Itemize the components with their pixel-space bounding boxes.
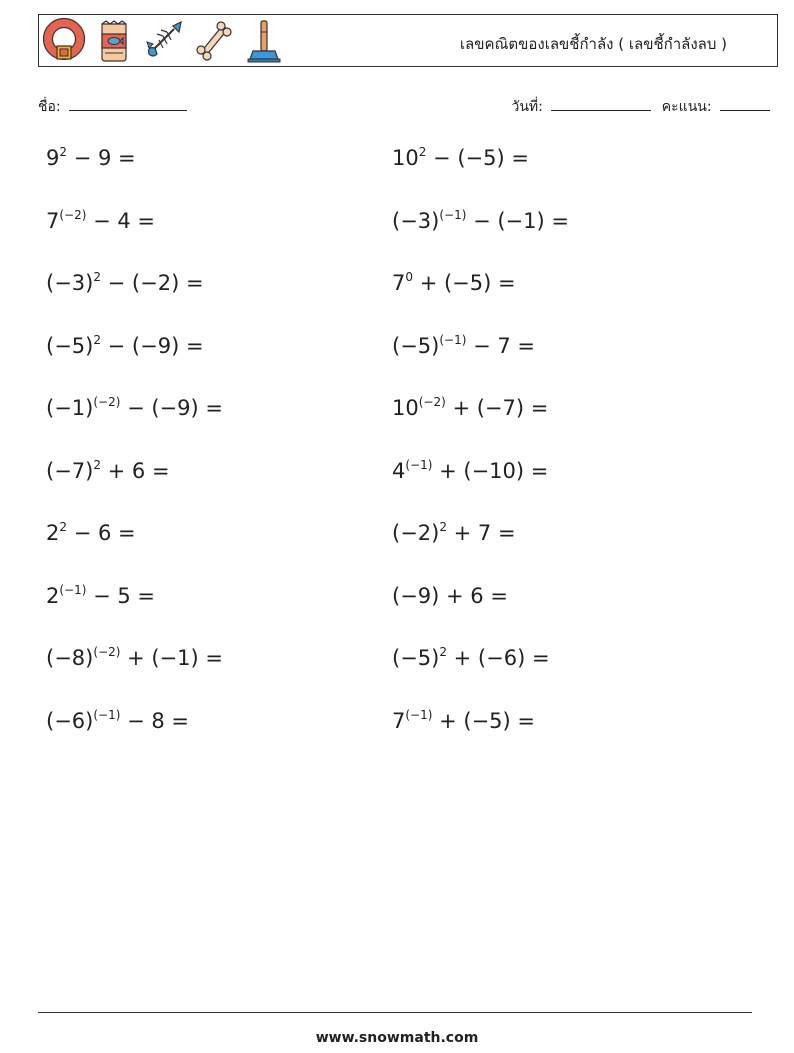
problem-expression: + (−1) = — [120, 646, 223, 670]
problem-expression: − 5 = — [86, 583, 156, 608]
math-problem — [392, 396, 548, 420]
problem-base: 10 — [392, 146, 419, 170]
problem-base: (−7) — [46, 458, 94, 483]
problem-exponent: (−2) — [93, 395, 121, 409]
problem-exponent: (−1) — [59, 582, 87, 597]
problem-exponent: 0 — [405, 270, 414, 284]
math-problem — [392, 459, 548, 483]
header-icons — [43, 18, 285, 64]
problem-base: 2 — [46, 583, 60, 608]
math-problem — [46, 271, 204, 295]
problem-expression: − (−2) = — [100, 271, 204, 295]
problem-expression: + (−5) = — [432, 708, 535, 733]
plunger-icon — [243, 18, 285, 64]
problem-exponent: 2 — [418, 145, 427, 159]
name-label: ชื่อ: — [38, 99, 61, 115]
problem-exponent: 2 — [93, 457, 101, 472]
problem-expression: − (−9) = — [100, 333, 204, 358]
score-label: คะแนน: — [661, 99, 712, 115]
problem-row — [46, 267, 746, 330]
fish-food-bag-icon — [93, 18, 135, 64]
problem-exponent: (−1) — [439, 207, 467, 222]
date-blank[interactable] — [551, 96, 651, 111]
problem-row — [46, 455, 746, 518]
problem-row — [46, 330, 746, 393]
math-problem — [46, 584, 155, 608]
problem-exponent: 2 — [439, 520, 447, 534]
problem-exponent: (−2) — [418, 395, 446, 409]
problem-exponent: 2 — [59, 520, 68, 534]
math-problem — [46, 521, 136, 545]
problem-base: 4 — [392, 458, 406, 483]
problem-expression: − 4 = — [86, 208, 156, 233]
math-problem — [46, 646, 223, 670]
date-score-fields — [511, 96, 770, 118]
problem-row — [46, 517, 746, 580]
math-problem — [392, 646, 550, 670]
problem-base: 7 — [46, 208, 60, 233]
problem-base: (−3) — [392, 208, 440, 233]
worksheet-header — [38, 14, 778, 67]
problem-expression: + (−6) = — [446, 646, 550, 670]
problem-expression: + (−5) = — [413, 271, 516, 295]
problem-base: (−5) — [392, 333, 440, 358]
problem-exponent: 2 — [59, 145, 68, 159]
problem-row — [46, 142, 746, 205]
problem-exponent: 2 — [93, 332, 101, 347]
problem-expression: − (−9) = — [120, 396, 223, 420]
problem-base: (−3) — [46, 271, 94, 295]
problem-exponent: (−1) — [405, 707, 433, 722]
problem-expression: + 6 = — [100, 458, 170, 483]
problem-expression: − 9 = — [67, 146, 136, 170]
problem-expression: − 7 = — [466, 333, 535, 358]
problem-exponent: (−1) — [439, 332, 467, 347]
math-problem — [392, 271, 516, 295]
problem-exponent: 2 — [439, 645, 447, 659]
math-problem — [46, 209, 155, 233]
problem-base: (−9) — [392, 583, 440, 608]
problem-expression: + 7 = — [446, 521, 516, 545]
problem-expression: − 6 = — [67, 521, 136, 545]
math-problem — [46, 146, 136, 170]
problem-exponent: (−2) — [59, 207, 87, 222]
problem-base: 9 — [46, 146, 60, 170]
math-problem — [392, 334, 535, 358]
student-info-row — [38, 96, 770, 116]
math-problem — [46, 459, 170, 483]
bone-icon — [193, 18, 235, 64]
problem-row — [46, 205, 746, 268]
problem-base: 7 — [392, 271, 406, 295]
problem-base: (−5) — [392, 646, 440, 670]
math-problem — [392, 146, 529, 170]
fish-skeleton-icon — [143, 18, 185, 64]
problem-expression: + 6 = — [439, 583, 508, 608]
problem-expression: − (−1) = — [466, 208, 569, 233]
problem-row — [46, 580, 746, 643]
problem-row — [46, 705, 746, 768]
problem-base: 10 — [392, 396, 419, 420]
math-problem — [46, 334, 204, 358]
problem-exponent: 2 — [93, 270, 101, 284]
problem-base: (−1) — [46, 396, 94, 420]
problem-expression: − 8 = — [120, 708, 189, 733]
footer-website: www.snowmath.com — [315, 1030, 479, 1046]
problem-row — [46, 392, 746, 455]
problem-base: (−5) — [46, 333, 94, 358]
problem-base: (−2) — [392, 521, 440, 545]
problem-exponent: (−2) — [93, 645, 121, 659]
worksheet-title: เลขคณิตของเลขชี้กำลัง ( เลขชี้กำลังลบ ) — [459, 35, 727, 53]
problem-grid — [46, 142, 746, 767]
math-problem — [392, 521, 516, 545]
problem-base: (−8) — [46, 646, 94, 670]
problem-exponent: (−1) — [93, 707, 121, 722]
math-problem — [392, 584, 508, 608]
problem-row — [46, 642, 746, 705]
name-field[interactable] — [38, 96, 187, 118]
problem-base: (−6) — [46, 708, 94, 733]
problem-expression: − (−5) = — [426, 146, 529, 170]
score-blank[interactable] — [720, 96, 770, 111]
problem-base: 7 — [392, 708, 406, 733]
math-problem — [392, 209, 569, 233]
math-problem — [392, 709, 535, 733]
life-ring-icon — [43, 18, 85, 64]
name-blank[interactable] — [69, 96, 187, 111]
footer-divider — [38, 1012, 752, 1013]
math-problem — [46, 709, 189, 733]
problem-expression: + (−10) = — [432, 458, 549, 483]
problem-exponent: (−1) — [405, 457, 433, 472]
problem-expression: + (−7) = — [445, 396, 549, 420]
math-problem — [46, 396, 223, 420]
date-label: วันที่: — [511, 99, 543, 115]
problem-base: 2 — [46, 521, 60, 545]
